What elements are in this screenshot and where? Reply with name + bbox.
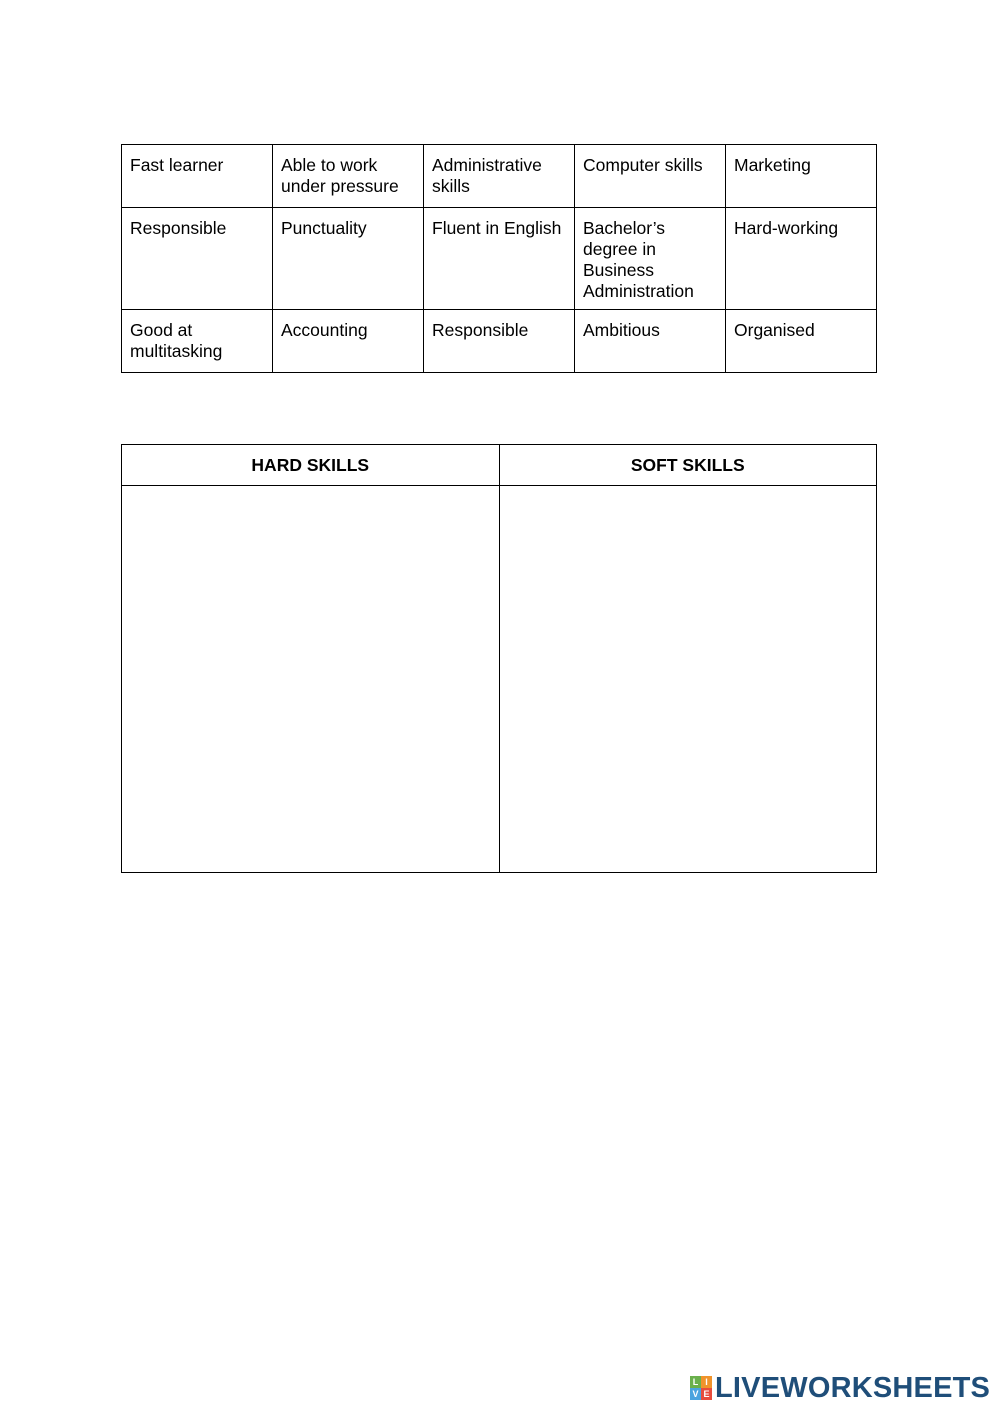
word-bank-row bbox=[122, 145, 877, 208]
hard-skills-drop-area[interactable] bbox=[122, 486, 500, 873]
liveworksheets-logo-icon bbox=[690, 1376, 712, 1400]
word-bank-cell: Fast learner bbox=[122, 145, 273, 208]
word-bank-cell: Responsible bbox=[424, 310, 575, 373]
word-bank-cell: Good at multitasking bbox=[122, 310, 273, 373]
word-bank-cell: Marketing bbox=[726, 145, 877, 208]
word-bank-cell: Fluent in English bbox=[424, 208, 575, 310]
sort-table-body-row bbox=[122, 486, 877, 873]
word-bank-table bbox=[121, 144, 877, 373]
word-bank-cell: Ambitious bbox=[575, 310, 726, 373]
word-bank-cell: Bachelor’s degree in Business Administration bbox=[575, 208, 726, 310]
word-bank-cell: Responsible bbox=[122, 208, 273, 310]
logo-letter: L bbox=[690, 1376, 701, 1388]
soft-skills-header: SOFT SKILLS bbox=[499, 445, 877, 486]
logo-letter: I bbox=[701, 1376, 712, 1388]
logo-letter: V bbox=[690, 1388, 701, 1400]
word-bank-cell: Computer skills bbox=[575, 145, 726, 208]
soft-skills-drop-area[interactable] bbox=[499, 486, 877, 873]
word-bank-cell: Able to work under pressure bbox=[273, 145, 424, 208]
sort-table-header-row bbox=[122, 445, 877, 486]
liveworksheets-logo-text: LIVEWORKSHEETS bbox=[715, 1372, 991, 1404]
word-bank-cell: Hard-working bbox=[726, 208, 877, 310]
word-bank-cell: Accounting bbox=[273, 310, 424, 373]
logo-letter: E bbox=[701, 1388, 712, 1400]
word-bank-cell: Administrative skills bbox=[424, 145, 575, 208]
word-bank-row bbox=[122, 208, 877, 310]
skills-sort-table bbox=[121, 444, 877, 873]
word-bank-cell: Organised bbox=[726, 310, 877, 373]
word-bank-row bbox=[122, 310, 877, 373]
hard-skills-header: HARD SKILLS bbox=[122, 445, 500, 486]
word-bank-cell: Punctuality bbox=[273, 208, 424, 310]
liveworksheets-logo bbox=[690, 1373, 990, 1403]
